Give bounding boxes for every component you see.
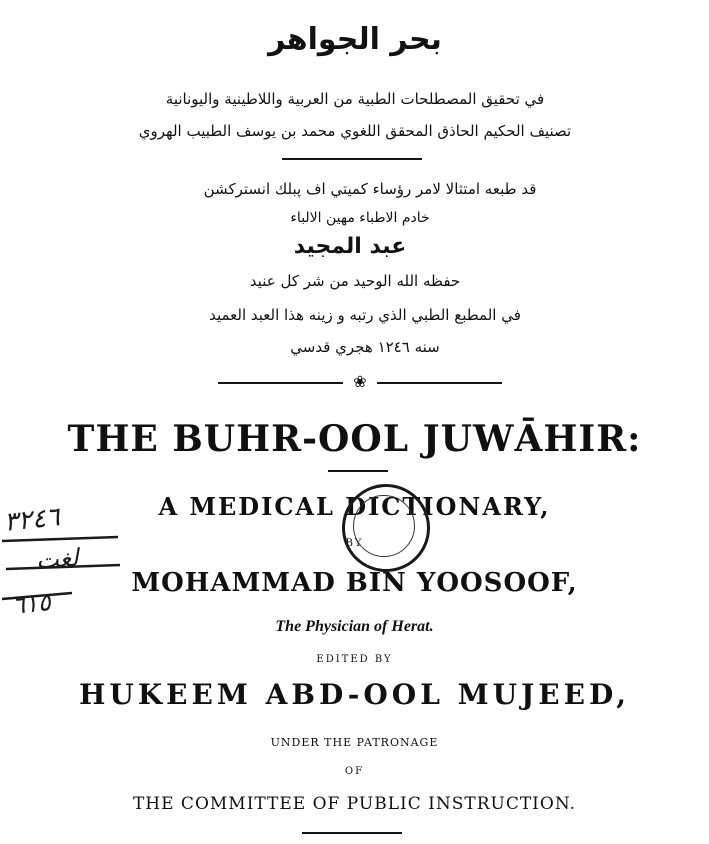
library-stamp <box>342 484 430 572</box>
divider-left <box>218 382 343 384</box>
of-label: OF <box>344 766 365 777</box>
english-subtitle: A MEDICAL DICTIONARY, <box>158 492 551 521</box>
arabic-line-2: تصنيف الحكيم الحاذق المحقق اللغوي محمد بن يوسف الطبيب الهروي <box>138 122 572 140</box>
arabic-date: سنه ١٢٤٦ هجري قدسي <box>290 338 440 356</box>
title-underline <box>328 470 388 472</box>
library-stamp-inner-ring <box>353 495 415 557</box>
arabic-line-3: قد طبعه امتثالا لامر رؤساء كميتي اف پبلك انستركشن <box>203 180 537 198</box>
arabic-editor-name: عبد المجيد <box>293 234 407 259</box>
patronage-label: UNDER THE PATRONAGE <box>270 736 439 749</box>
bottom-rule <box>302 832 402 834</box>
divider-right <box>377 382 502 384</box>
arabic-ornament-rule <box>282 158 422 160</box>
arabic-line-6: حفظه الله الوحيد من شر كل عنيد <box>249 272 461 290</box>
author-name: MOHAMMAD BIN YOOSOOF, <box>131 568 578 598</box>
arabic-title: بحر الجواهر <box>268 22 442 57</box>
committee-name: THE COMMITTEE OF PUBLIC INSTRUCTION. <box>132 794 577 814</box>
arabic-line-7: في المطبع الطبي الذي رتبه و زينه هذا العبد العميد <box>209 306 521 324</box>
margin-note-number: ٣٢٤٦ <box>2 502 62 538</box>
edited-by-label: EDITED BY <box>316 654 393 665</box>
by-label: BY <box>345 538 364 549</box>
arabic-line-4: خادم الاطباء مهين الالباء <box>290 210 430 226</box>
divider-ornament-icon: ❀ <box>353 372 367 391</box>
margin-note-word: لغت <box>35 543 80 575</box>
arabic-line-1: في تحقيق المصطلحات الطبية من العربية واللاطينية واليونانية <box>165 90 545 108</box>
margin-note-shelf: ٦١٥ <box>10 588 53 620</box>
english-title: THE BUHR-OOL JUWĀHIR: <box>67 418 642 460</box>
editor-name: HUKEEM ABD-OOL MUJEED, <box>78 678 631 711</box>
author-role: The Physician of Herat. <box>275 618 434 635</box>
